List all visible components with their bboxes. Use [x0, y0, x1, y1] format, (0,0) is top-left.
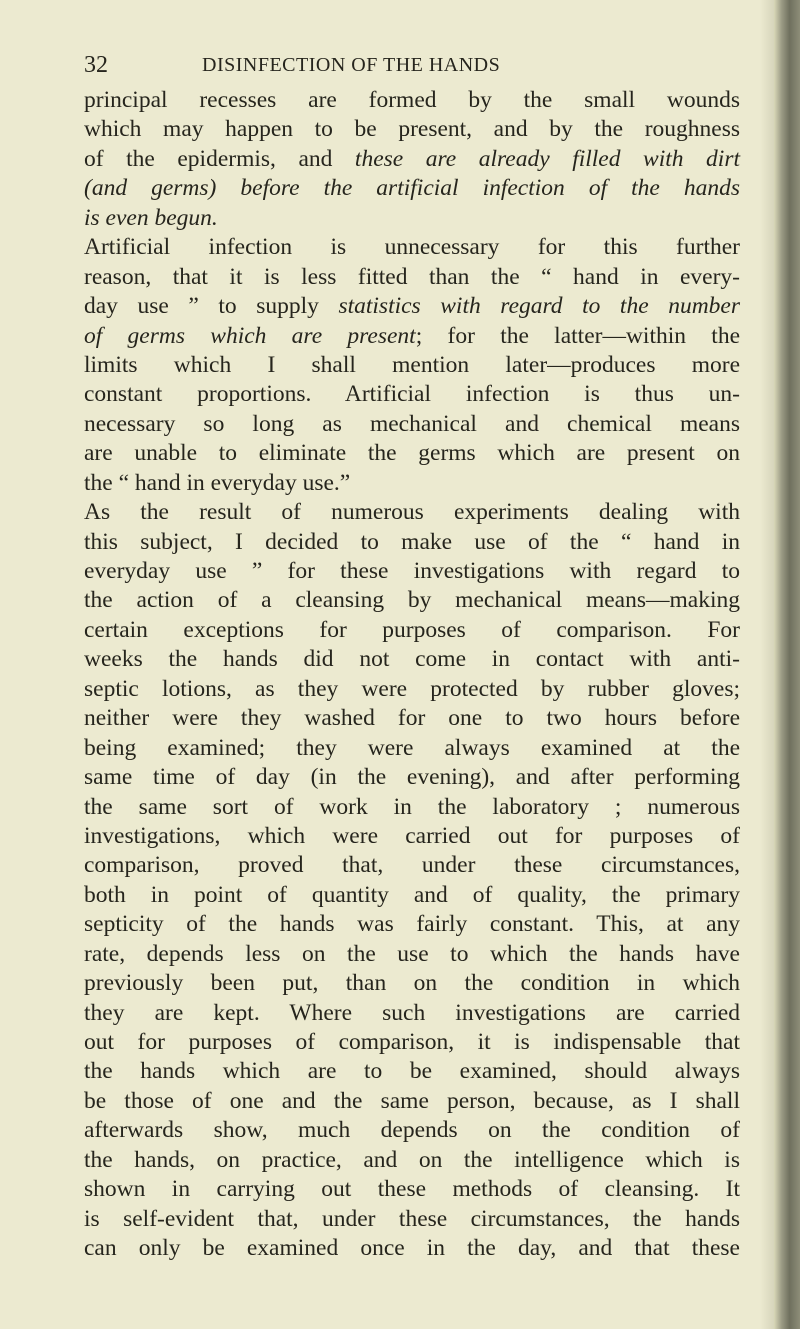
text-line [84, 263, 740, 292]
text-segment: septicity of the hands was fairly constant. This, at any [84, 911, 740, 938]
text-line [84, 204, 740, 233]
text-line [84, 1057, 740, 1086]
text-segment: weeks the hands did not come in contact with anti- [84, 646, 740, 673]
text-segment: afterwards show, much depends on the condition of [84, 1117, 740, 1144]
italic-text: these are already filled with dirt [354, 145, 740, 172]
text-line [84, 351, 740, 380]
running-title: DISINFECTION OF THE HANDS [202, 54, 501, 76]
text-segment: the hands, on practice, and on the intelligence which is [84, 1146, 740, 1173]
italic-text: (and germs) before the artificial infection of the hands [84, 175, 740, 202]
text-segment: As the result of numerous experiments dealing with [84, 499, 740, 526]
text-line [84, 410, 740, 439]
page-number: 32 [84, 52, 108, 78]
text-line [84, 322, 740, 351]
text-segment: which may happen to be present, and by the roughness [84, 116, 740, 143]
text-segment: the “ hand in everyday use.” [84, 469, 351, 496]
text-segment: both in point of quantity and of quality, the primary [84, 881, 740, 908]
text-line [84, 999, 740, 1028]
text-line [84, 1087, 740, 1116]
text-line [84, 822, 740, 851]
text-line [84, 174, 740, 203]
text-line [84, 86, 740, 115]
text-segment: Artificial infection is unnecessary for this further [84, 234, 740, 261]
text-line [84, 881, 740, 910]
text-segment: be those of one and the same person, because, as I shall [84, 1087, 740, 1114]
text-segment: limits which I shall mention later—produces more [84, 351, 740, 378]
body-text [84, 86, 740, 1264]
text-line [84, 1146, 740, 1175]
text-line [84, 233, 740, 262]
text-segment: same time of day (in the evening), and after performing [84, 764, 740, 791]
text-segment: certain exceptions for purposes of comparison. For [84, 616, 740, 643]
page-edge [774, 0, 800, 1329]
text-line [84, 557, 740, 586]
text-segment: out for purposes of comparison, it is indispensable that [84, 1029, 740, 1055]
text-segment: this subject, I decided to make use of the “ hand in [84, 528, 740, 555]
text-line [84, 439, 740, 468]
text-line [84, 969, 740, 998]
text-segment: the action of a cleansing by mechanical means—making [84, 587, 740, 614]
text-segment: of the epidermis, and [84, 145, 355, 172]
text-line [84, 469, 740, 498]
text-line [84, 704, 740, 733]
text-line [84, 115, 740, 144]
text-segment: septic lotions, as they were protected by rubber gloves; [84, 675, 740, 702]
text-line [84, 1175, 740, 1204]
italic-text: statistics with regard to the number [338, 293, 740, 320]
text-line [84, 1205, 740, 1234]
text-segment: investigations, which were carried out for purposes of [84, 822, 740, 849]
text-segment: shown in carrying out these methods of cleansing. It [84, 1176, 740, 1203]
text-line [84, 498, 740, 527]
text-segment: comparison, proved that, under these circumstances, [84, 852, 740, 879]
text-line [84, 292, 740, 321]
italic-text: of germs which are present [84, 322, 416, 349]
text-segment: constant proportions. Artificial infection is thus un- [84, 381, 740, 408]
text-segment: is self-evident that, under these circumstances, the hands [84, 1205, 740, 1232]
text-segment: previously been put, than on the condition in which [84, 970, 740, 997]
page-header [84, 52, 740, 86]
text-line [84, 1116, 740, 1145]
text-line [84, 645, 740, 674]
text-line [84, 528, 740, 557]
text-line [84, 1028, 740, 1057]
text-line [84, 675, 740, 704]
italic-text: is even begun. [84, 204, 218, 231]
text-segment: principal recesses are formed by the small wounds [84, 87, 740, 113]
text-segment: day use ” to supply [84, 293, 339, 320]
text-line [84, 793, 740, 822]
text-line [84, 616, 740, 645]
text-segment: being examined; they were always examined at the [84, 734, 740, 761]
text-line [84, 851, 740, 880]
text-line [84, 940, 740, 969]
text-segment: the hands which are to be examined, should always [84, 1058, 740, 1085]
text-line [84, 145, 740, 174]
binding-shadow [760, 0, 774, 1329]
text-segment: ; for the latter—within the [415, 322, 740, 349]
text-segment: rate, depends less on the use to which the hands have [84, 940, 740, 967]
text-line [84, 380, 740, 409]
text-line [84, 586, 740, 615]
text-segment: reason, that it is less fitted than the “ hand in every- [84, 263, 740, 290]
text-segment: neither were they washed for one to two hours before [84, 705, 740, 732]
text-segment: everyday use ” for these investigations with regard to [84, 558, 740, 584]
text-line [84, 910, 740, 939]
text-segment: the same sort of work in the laboratory ; numerous [84, 793, 740, 820]
text-line [84, 1234, 740, 1263]
text-segment: necessary so long as mechanical and chemical means [84, 410, 740, 437]
text-line [84, 763, 740, 792]
text-line [84, 734, 740, 763]
text-segment: are unable to eliminate the germs which are present on [84, 440, 740, 467]
text-segment: they are kept. Where such investigations are carried [84, 999, 740, 1026]
text-segment: can only be examined once in the day, and that these [84, 1235, 740, 1262]
